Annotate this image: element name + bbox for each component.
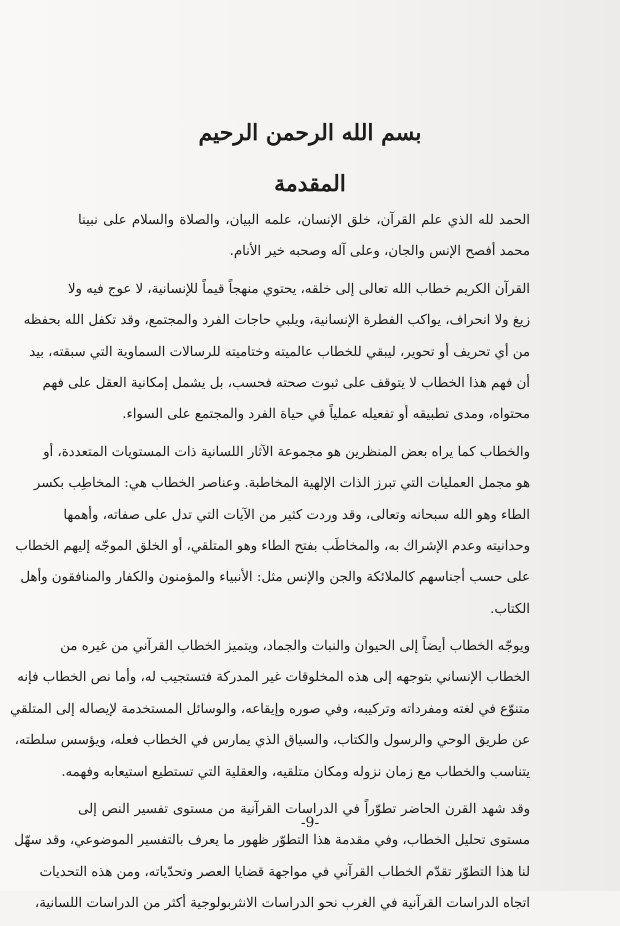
text-line: هو مجمل العمليات التي تبرز الذات الإلهية المخاطبة. وعناصر الخطاب هي: المخاطِب بكسر	[33, 476, 530, 492]
text-line: لنا هذا التطوّر تقدّم الخطاب القرآني في مواجهة قضايا العصر وتحدّياته، ومن هذه التحديات	[39, 864, 530, 880]
paragraph	[23, 274, 530, 431]
text-line: الطاء وهو الله سبحانه وتعالى، وقد وردت كثير من الآيات التي تدل على صفاته، وأهمها	[63, 507, 530, 523]
basmala: بسم الله الرحمن الرحيم	[198, 120, 422, 146]
text-line: من أي تحريف أو تحوير، ليبقي للخطاب عالميته وختاميته للرسالات السماوية التي سبقته، بيد	[29, 344, 530, 360]
text-line: على حسب أجناسهم كالملائكة والجن والإنس مثل: الأنبياء والمؤمنون والكفار والمنافقون وأهل	[20, 570, 530, 586]
text-line: الحمد لله الذي علم القرآن، خلق الإنسان، علمه البيان، والصلاة والسلام على نبينا	[78, 213, 530, 228]
text-line: محمد أفصح الإنس والجان، وعلى آله وصحبه خير الأنام.	[229, 244, 530, 260]
section-heading: المقدمة	[274, 171, 346, 197]
text-line: والخطاب كما يراه بعض المنظرين هو مجموعة الآثار اللسانية ذات المستويات المتعددة، أو	[43, 444, 530, 460]
text-line: اتجاه الدراسات القرآنية في الغرب نحو الدراسات الانثربولوجية أكثر من الدراسات اللسانية،	[34, 896, 530, 912]
text-line: ويوجّه الخطاب أيضاً إلى الحيوان والنبات والجماد، ويتميز الخطاب القرآني من غيره من	[60, 639, 530, 655]
text-line: محتواه، ومدى تطبيقه أو تفعيله عملياً في حياة الفرد والمجتمع على السواء.	[122, 407, 530, 423]
page-number: -9-	[300, 815, 320, 831]
text-line: القرآن الكريم خطاب الله تعالى إلى خلقه، يحتوي منهجاً قيماً للإنسانية، لا عوج فيه ولا	[67, 281, 530, 297]
paragraph	[78, 205, 530, 268]
text-line: الكتاب.	[490, 601, 530, 617]
text-line: وقد شهد القرن الحاضر تطوّراً في الدراسات القرآنية من مستوى تفسير النص إلى	[78, 802, 530, 818]
paragraph	[14, 794, 530, 920]
text-line: الخطاب الإنساني بتوجهه إلى هذه المخلوقات غير المدركة فتستجيب له، وأما نص الخطاب فإنه	[17, 670, 530, 686]
text-line: عن طريق الوحي والرسول والكتاب، والسياق الذي يمارس في الخطاب فعله، ويؤسس سلطته،	[14, 733, 530, 749]
text-line: أن فهم هذا الخطاب لا يتوقف على ثبوت صحته فحسب، بل يشمل إمكانية العقل على فهم	[42, 375, 530, 391]
paragraph	[15, 437, 530, 625]
text-line: يتناسب والخطاب مع زمان نزوله ومكان متلقيه، والعقلية التي تستطيع استيعابه وفهمه.	[61, 764, 530, 780]
text-line: وحدانيته وعدم الإشراك به، والمخاطَب بفتح الطاء وهو المتلقي، أو الخلق الموجّه إليهم الخطاب	[15, 538, 530, 554]
text-line: مستوى تحليل الخطاب، وفي مقدمة هذا التطوّر ظهور ما يعرف بالتفسير الموضوعي، وقد سهّل	[14, 833, 530, 849]
paragraph	[9, 631, 530, 788]
text-line: متنوّع في لغته ومفرداته وتركيبه، وفي صوره وإيقاعه، والوسائل المستخدمة لإيصاله إلى المتلقي	[9, 701, 530, 717]
text-line: زيغ ولا انحراف، يواكب الفطرة الإنسانية، ويلبي حاجات الفرد والمجتمع، وقد تكفل الله بحفظه	[23, 313, 530, 329]
